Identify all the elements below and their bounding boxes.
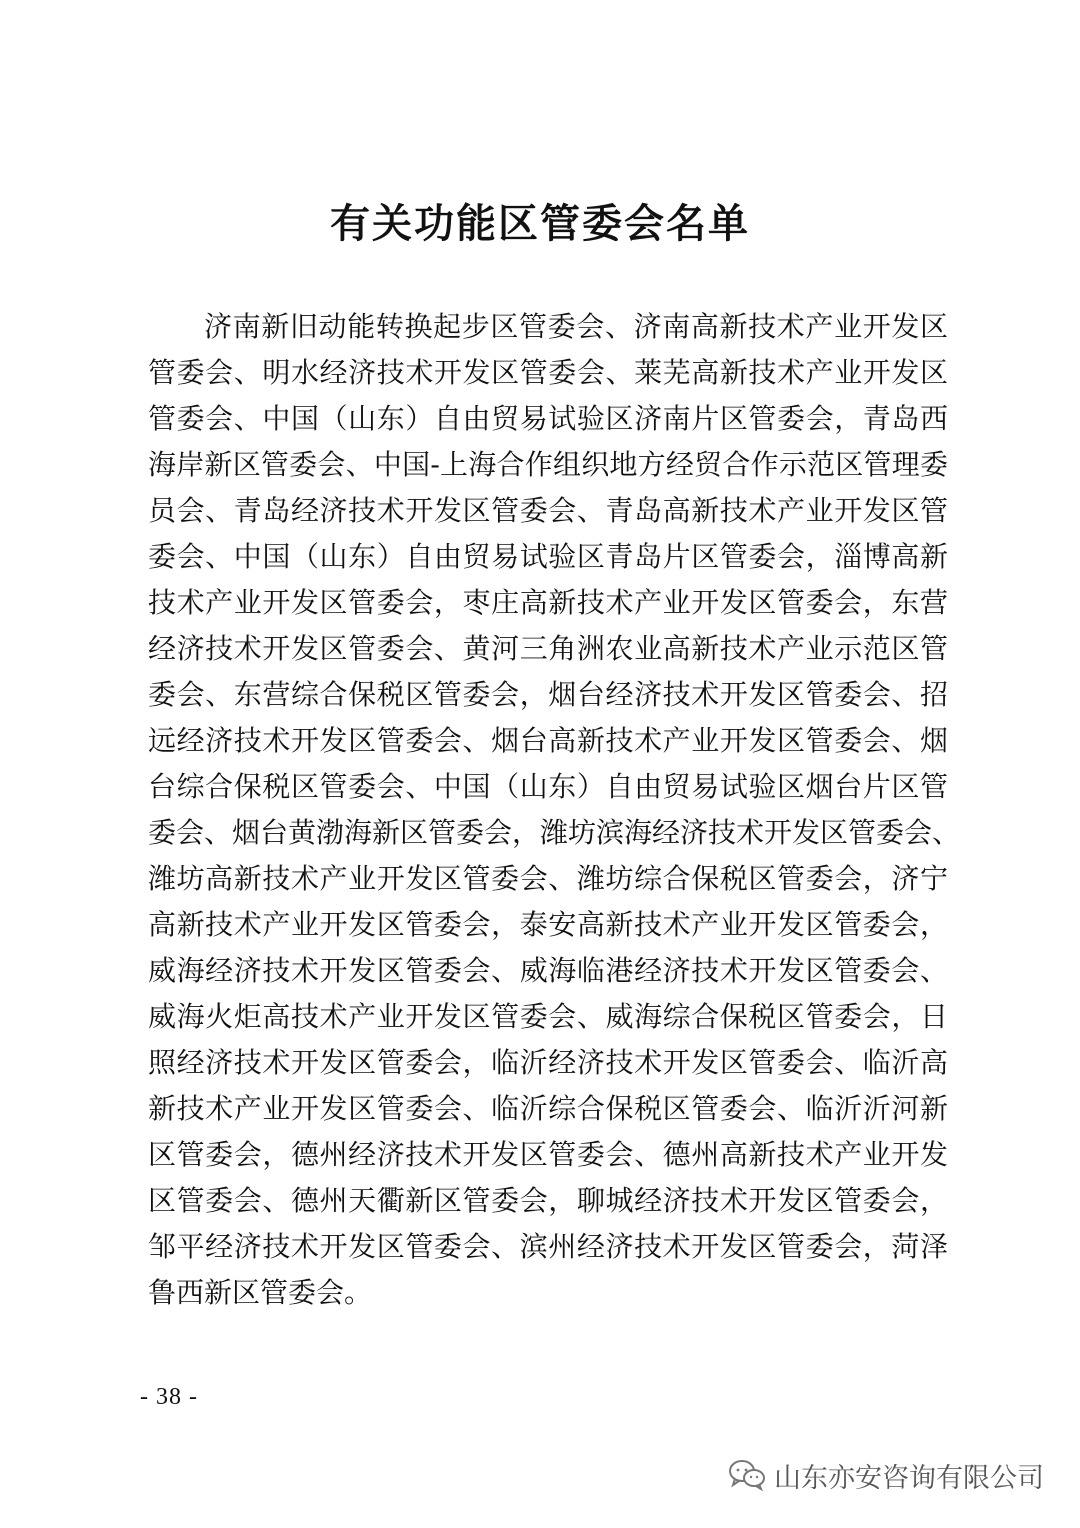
paragraph-line: 区管委会，德州经济技术开发区管委会、德州高新技术产业开发 — [148, 1138, 948, 1171]
paragraph-line: 威海经济技术开发区管委会、威海临港经济技术开发区管委会、 — [148, 954, 948, 987]
paragraph-line: 委会、中国（山东）自由贸易试验区青岛片区管委会，淄博高新 — [148, 540, 948, 573]
paragraph-line: 员会、青岛经济技术开发区管委会、青岛高新技术产业开发区管 — [148, 494, 948, 527]
paragraph-line: 经济技术开发区管委会、黄河三角洲农业高新技术产业示范区管 — [148, 632, 948, 665]
paragraph-line: 高新技术产业开发区管委会，泰安高新技术产业开发区管委会， — [148, 908, 948, 941]
paragraph-line: 济南新旧动能转换起步区管委会、济南高新技术产业开发区 — [204, 310, 948, 343]
paragraph-line: 台综合保税区管委会、中国（山东）自由贸易试验区烟台片区管 — [148, 770, 948, 803]
watermark-text: 山东亦安咨询有限公司 — [774, 1462, 1044, 1494]
page-title: 有关功能区管委会名单 — [330, 200, 750, 247]
paragraph-line: 海岸新区管委会、中国-上海合作组织地方经贸合作示范区管理委 — [148, 448, 948, 481]
paragraph-line: 管委会、中国（山东）自由贸易试验区济南片区管委会，青岛西 — [148, 402, 948, 435]
wechat-icon — [728, 1459, 766, 1491]
page-number: - 38 - — [140, 1384, 198, 1410]
body-paragraph — [148, 304, 961, 1316]
paragraph-line: 委会、东营综合保税区管委会，烟台经济技术开发区管委会、招 — [148, 678, 948, 711]
paragraph-line: 技术产业开发区管委会，枣庄高新技术产业开发区管委会，东营 — [148, 586, 948, 619]
paragraph-line: 新技术产业开发区管委会、临沂综合保税区管委会、临沂沂河新 — [148, 1092, 948, 1125]
paragraph-line: 委会、烟台黄渤海新区管委会，潍坊滨海经济技术开发区管委会、 — [148, 816, 961, 849]
paragraph-line: 照经济技术开发区管委会，临沂经济技术开发区管委会、临沂高 — [148, 1046, 948, 1079]
paragraph-line: 邹平经济技术开发区管委会、滨州经济技术开发区管委会，菏泽 — [148, 1230, 948, 1263]
paragraph-line: 鲁西新区管委会。 — [148, 1276, 373, 1309]
source-watermark — [728, 1455, 1044, 1495]
paragraph-line: 区管委会、德州天衢新区管委会，聊城经济技术开发区管委会， — [148, 1184, 948, 1217]
paragraph-line: 管委会、明水经济技术开发区管委会、莱芜高新技术产业开发区 — [148, 356, 948, 389]
paragraph-line: 潍坊高新技术产业开发区管委会、潍坊综合保税区管委会，济宁 — [148, 862, 948, 895]
paragraph-line: 远经济技术开发区管委会、烟台高新技术产业开发区管委会、烟 — [148, 724, 948, 757]
paragraph-line: 威海火炬高技术产业开发区管委会、威海综合保税区管委会，日 — [148, 1000, 948, 1033]
